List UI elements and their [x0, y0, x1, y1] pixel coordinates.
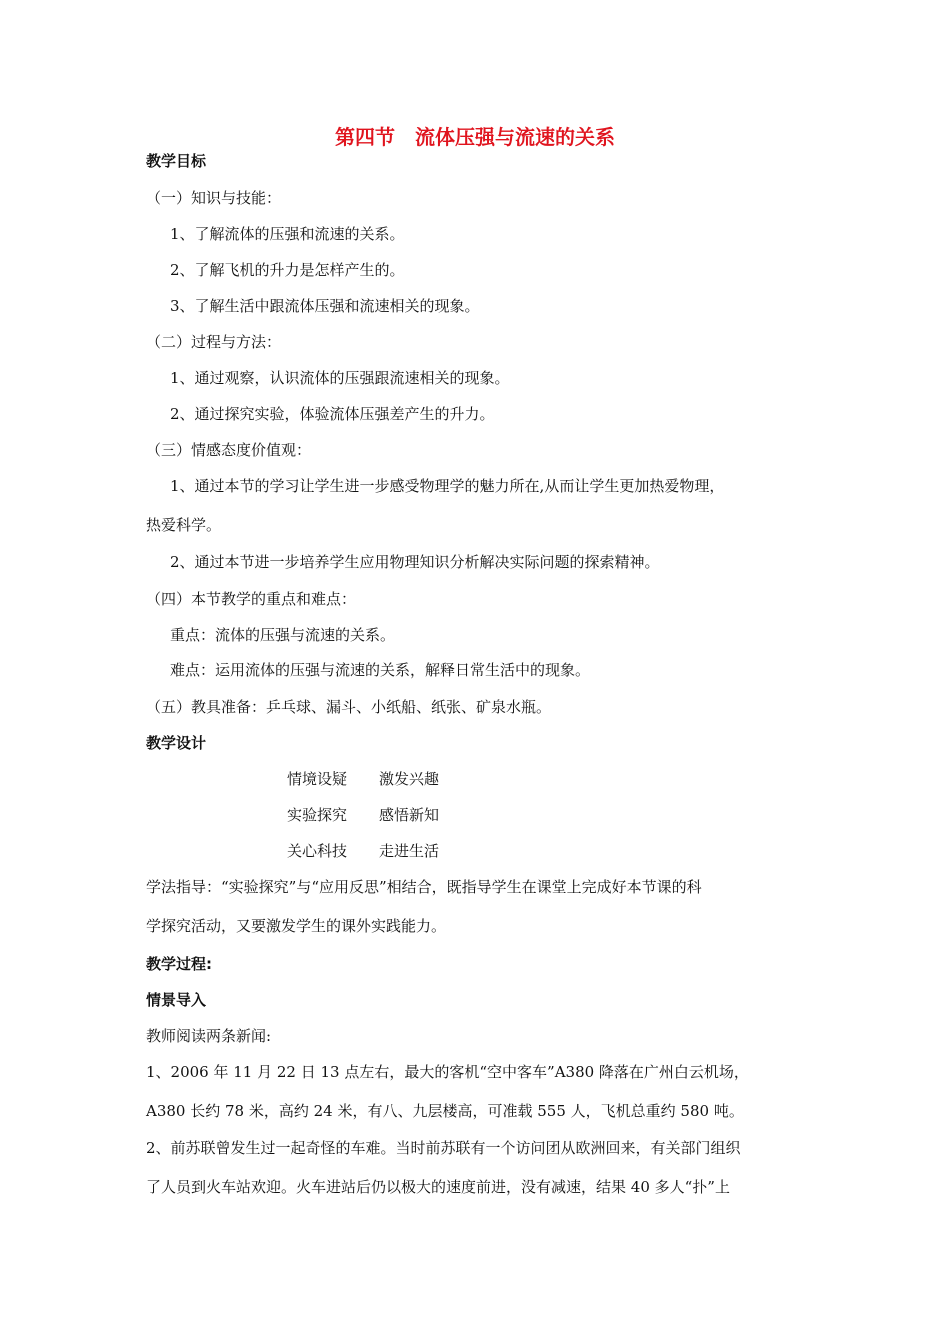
section-1-item: 2、了解飞机的升力是怎样产生的。 [170, 261, 405, 279]
design-row [287, 805, 439, 825]
design-row [287, 769, 439, 789]
section-2-heading: （二）过程与方法： [146, 333, 282, 351]
news-item-1-continued: A380 长约 78 米，高约 24 米，有八、九层楼高，可准载 555 人，飞机总重约 580 吨。 [146, 1102, 744, 1120]
news-item-1: 1、2006 年 11 月 22 日 13 点左右，最大的客机“空中客车”A380 降落在广州白云机场， [146, 1063, 749, 1081]
difficult-point: 难点：运用流体的压强与流速的关系，解释日常生活中的现象。 [170, 661, 591, 679]
design-step: 关心科技 [287, 842, 348, 860]
design-goal: 感悟新知 [379, 806, 440, 824]
design-goal: 激发兴趣 [379, 770, 440, 788]
teacher-reads: 教师阅读两条新闻: [146, 1027, 272, 1045]
process-heading: 教学过程: [146, 955, 212, 973]
design-step: 实验探究 [287, 806, 348, 824]
page-title: 第四节 流体压强与流速的关系 [335, 125, 615, 149]
design-row [287, 841, 439, 861]
method-guidance: 学法指导：“实验探究”与“应用反思”相结合，既指导学生在课堂上完成好本节课的科 [146, 878, 702, 896]
section-1-item: 3、了解生活中跟流体压强和流速相关的现象。 [170, 297, 480, 315]
section-1-heading: （一）知识与技能： [146, 189, 282, 207]
method-guidance-continued: 学探究活动，又要激发学生的课外实践能力。 [146, 917, 447, 935]
design-heading: 教学设计 [146, 734, 207, 752]
intro-heading: 情景导入 [146, 991, 207, 1009]
section-3-heading: （三）情感态度价值观： [146, 441, 312, 459]
section-3-item: 2、通过本节进一步培养学生应用物理知识分析解决实际问题的探索精神。 [170, 553, 660, 571]
design-step: 情境设疑 [287, 770, 348, 788]
design-goal: 走进生活 [379, 842, 440, 860]
section-1-item: 1、了解流体的压强和流速的关系。 [170, 225, 405, 243]
section-3-item-continued: 热爱科学。 [146, 516, 222, 534]
key-point: 重点：流体的压强与流速的关系。 [170, 626, 396, 644]
news-item-2-continued: 了人员到火车站欢迎。火车进站后仍以极大的速度前进，没有减速，结果 40 多人“扑”上 [146, 1178, 730, 1196]
section-5-heading: （五）教具准备：乒乓球、漏斗、小纸船、纸张、矿泉水瓶。 [146, 698, 552, 716]
section-4-heading: （四）本节教学的重点和难点： [146, 590, 357, 608]
news-item-2: 2、前苏联曾发生过一起奇怪的车难。当时前苏联有一个访问团从欧洲回来，有关部门组织 [146, 1139, 741, 1157]
section-2-item: 2、通过探究实验，体验流体压强差产生的升力。 [170, 405, 495, 423]
section-2-item: 1、通过观察，认识流体的压强跟流速相关的现象。 [170, 369, 510, 387]
section-3-item: 1、通过本节的学习让学生进一步感受物理学的魅力所在,从而让学生更加热爱物理， [170, 477, 725, 495]
objectives-heading: 教学目标 [146, 152, 207, 170]
